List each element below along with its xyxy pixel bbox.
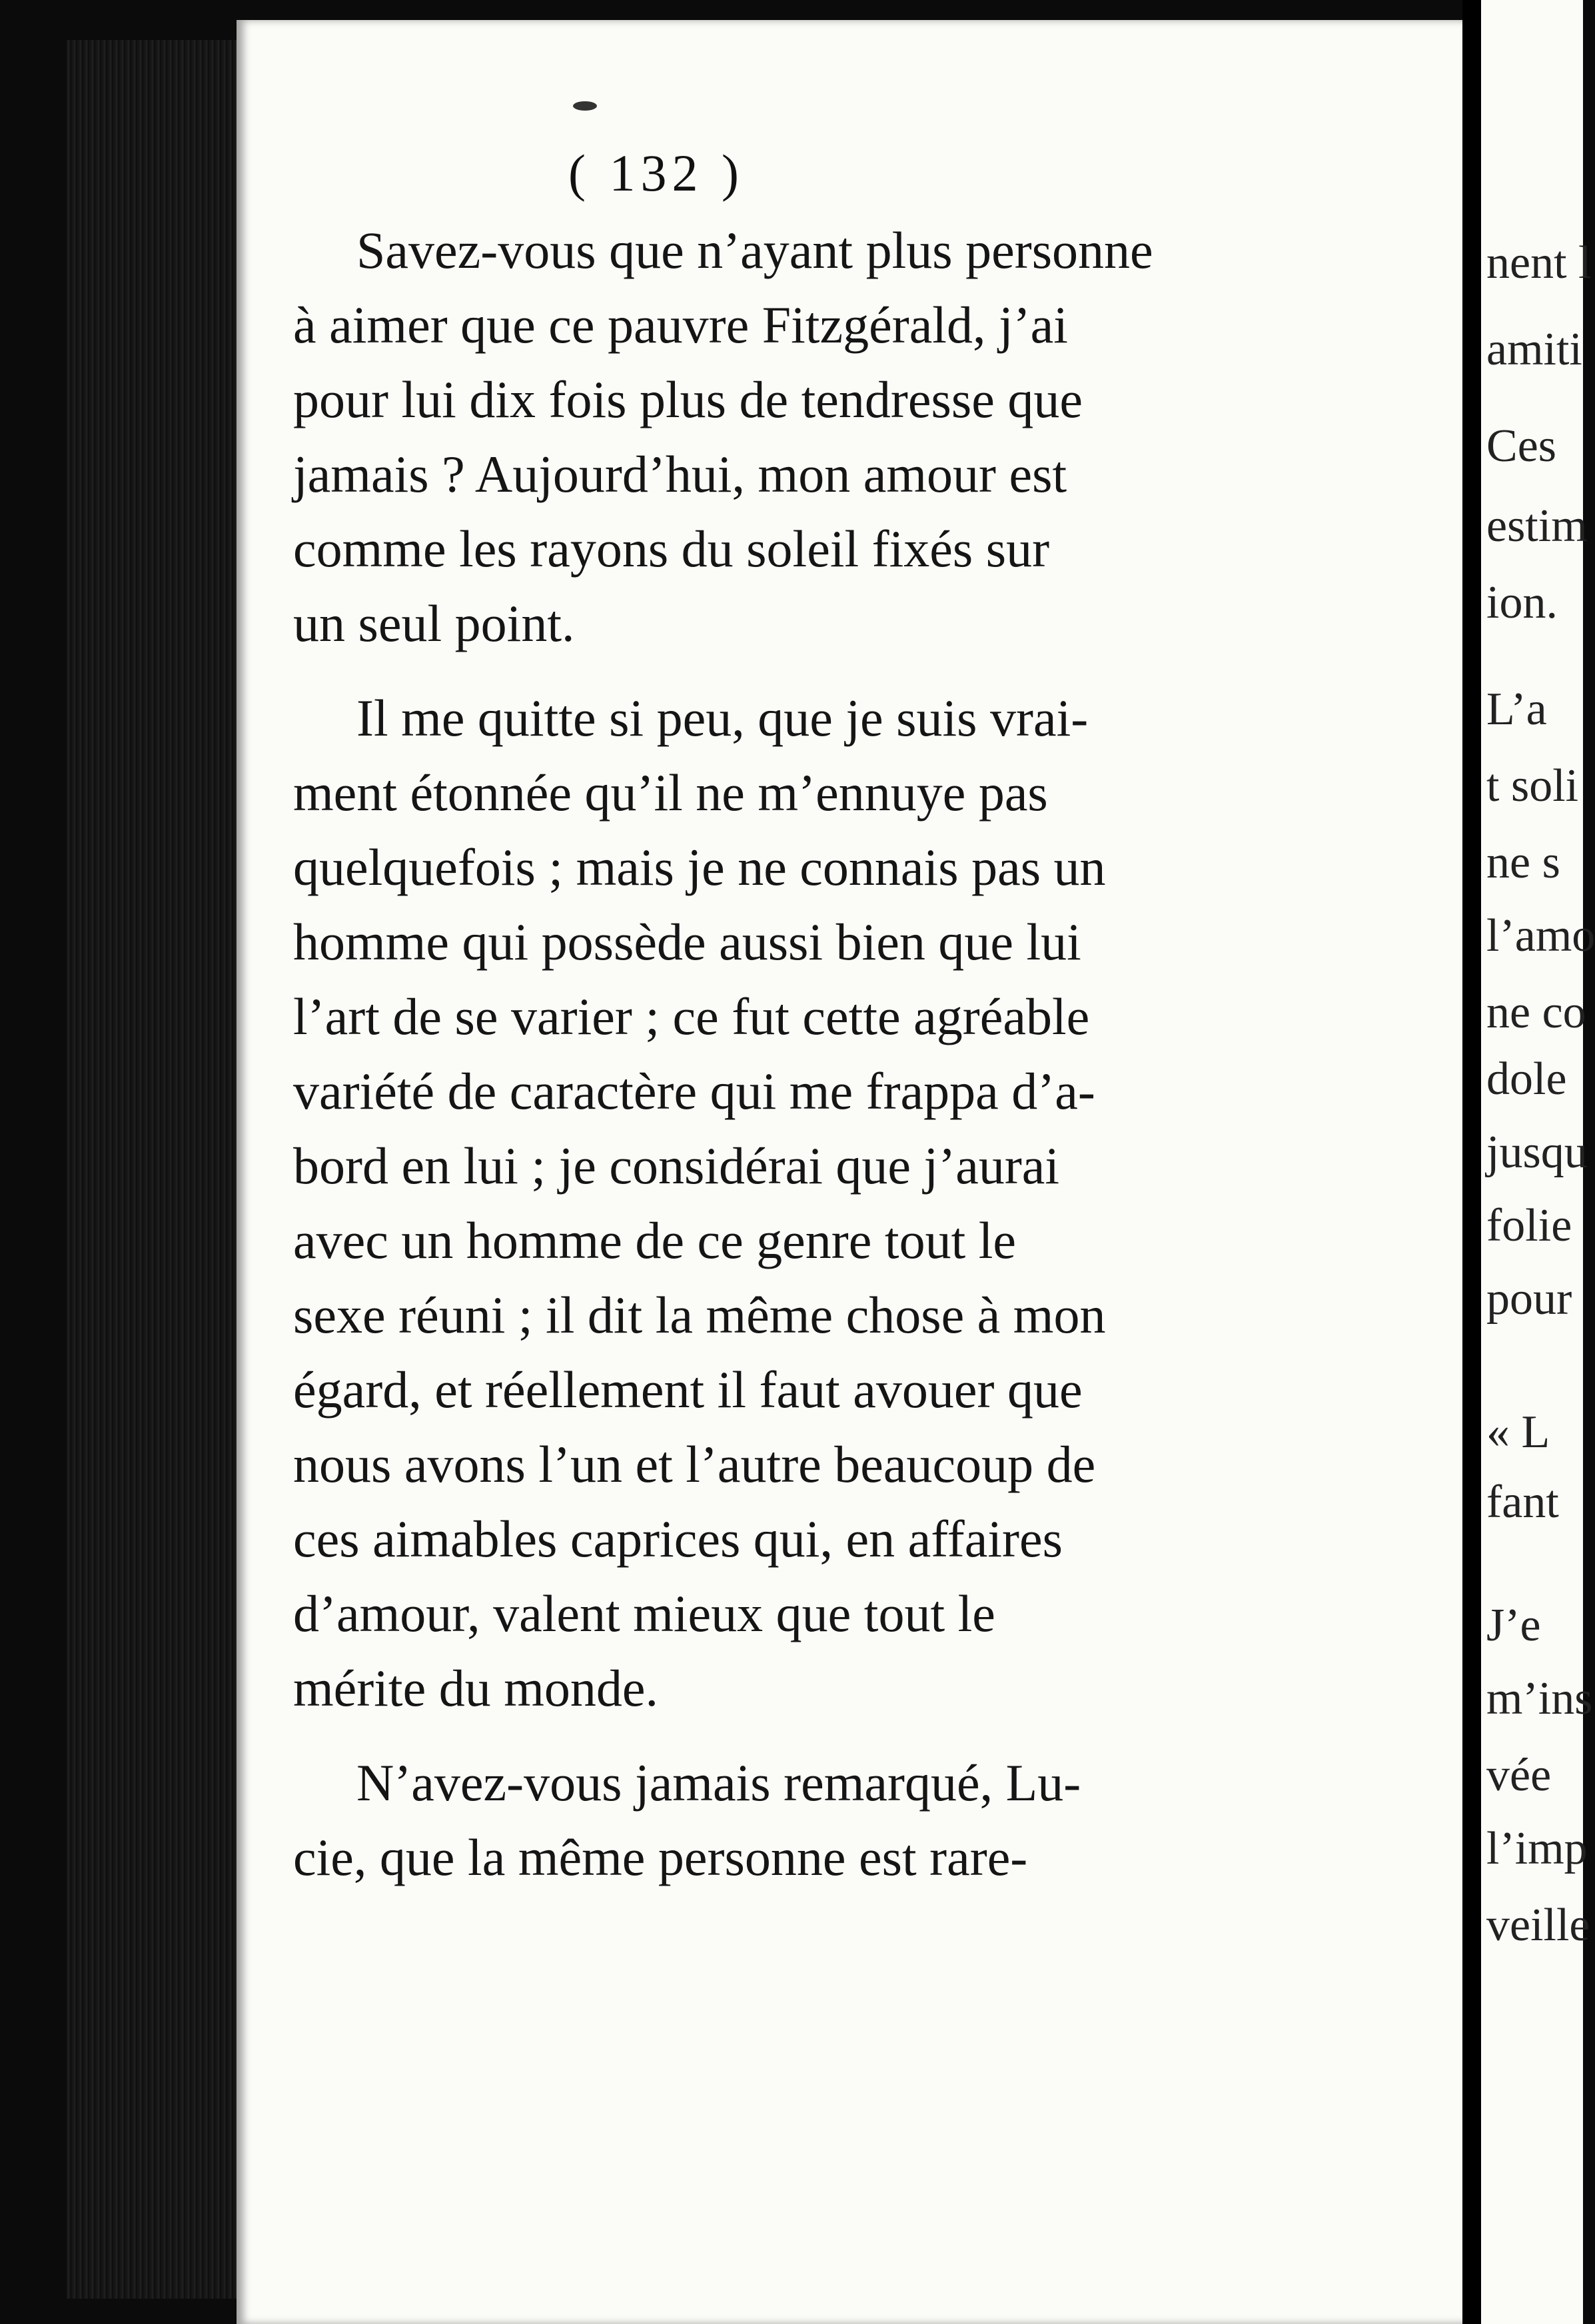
text-line: ces aimables caprices qui, en affaires [293,1510,1063,1568]
facing-line: pour [1486,1273,1572,1325]
paragraph [293,213,1456,661]
text-line: pour lui dix fois plus de tendresse que [293,370,1083,428]
text-line: jamais ? Aujourd’hui, mon amour est [293,445,1067,503]
facing-line: t soli [1486,760,1579,812]
text-line: sexe réuni ; il dit la même chose à mon [293,1286,1106,1344]
text-line: Savez-vous que n’ayant plus personne [356,221,1153,279]
page-block-edge [67,40,237,2299]
facing-line: J’e [1486,1600,1541,1651]
facing-line: estim [1486,500,1588,552]
facing-line: m’ins [1486,1673,1593,1724]
text-line: Il me quitte si peu, que je suis vrai- [356,689,1089,747]
text-line: quelquefois ; mais je ne connais pas un [293,838,1106,896]
facing-line: jusqu [1486,1127,1588,1178]
facing-line: amiti [1486,324,1582,375]
text-line: homme qui possède aussi bien que lui [293,913,1081,971]
text-line: à aimer que ce pauvre Fitzgérald, j’ai [293,296,1068,354]
page-text [293,213,1456,2279]
facing-line: ne co [1486,987,1586,1038]
facing-page [1462,0,1595,2324]
ink-mark [573,101,597,111]
page-number: ( 132 ) [568,144,744,202]
facing-line: L’a [1486,684,1547,735]
paragraph [293,1746,1456,1895]
facing-line: vée [1486,1750,1552,1801]
text-line: cie, que la même personne est rare- [293,1828,1028,1886]
text-line: d’amour, valent mieux que tout le [293,1584,995,1642]
facing-line: l’imp [1486,1823,1588,1874]
text-line: variété de caractère qui me frappa d’a- [293,1062,1095,1120]
facing-line: ne s [1486,837,1560,888]
text-line: avec un homme de ce genre tout le [293,1211,1017,1269]
text-line: l’art de se varier ; ce fut cette agréable [293,987,1090,1045]
facing-line: l’amo [1486,910,1595,961]
facing-line: ion. [1486,577,1558,628]
facing-line: fant [1486,1476,1559,1528]
text-line: N’avez-vous jamais remarqué, Lu- [356,1754,1081,1812]
text-line: nous avons l’un et l’autre beaucoup de [293,1435,1096,1493]
facing-line: nent l [1486,237,1592,289]
facing-line: Ces [1486,420,1556,472]
facing-line: veille [1486,1900,1590,1951]
text-line: mérite du monde. [293,1659,659,1717]
text-line: comme les rayons du soleil fixés sur [293,520,1050,578]
facing-line: « L [1486,1407,1550,1458]
text-line: ment étonnée qu’il ne m’ennuye pas [293,764,1048,822]
facing-line: folie [1486,1200,1572,1251]
text-line: égard, et réellement il faut avouer que [293,1361,1083,1419]
text-line: bord en lui ; je considérai que j’aurai [293,1137,1060,1195]
text-line: un seul point. [293,594,575,652]
facing-line: dole [1486,1053,1567,1105]
paragraph [293,681,1456,1726]
